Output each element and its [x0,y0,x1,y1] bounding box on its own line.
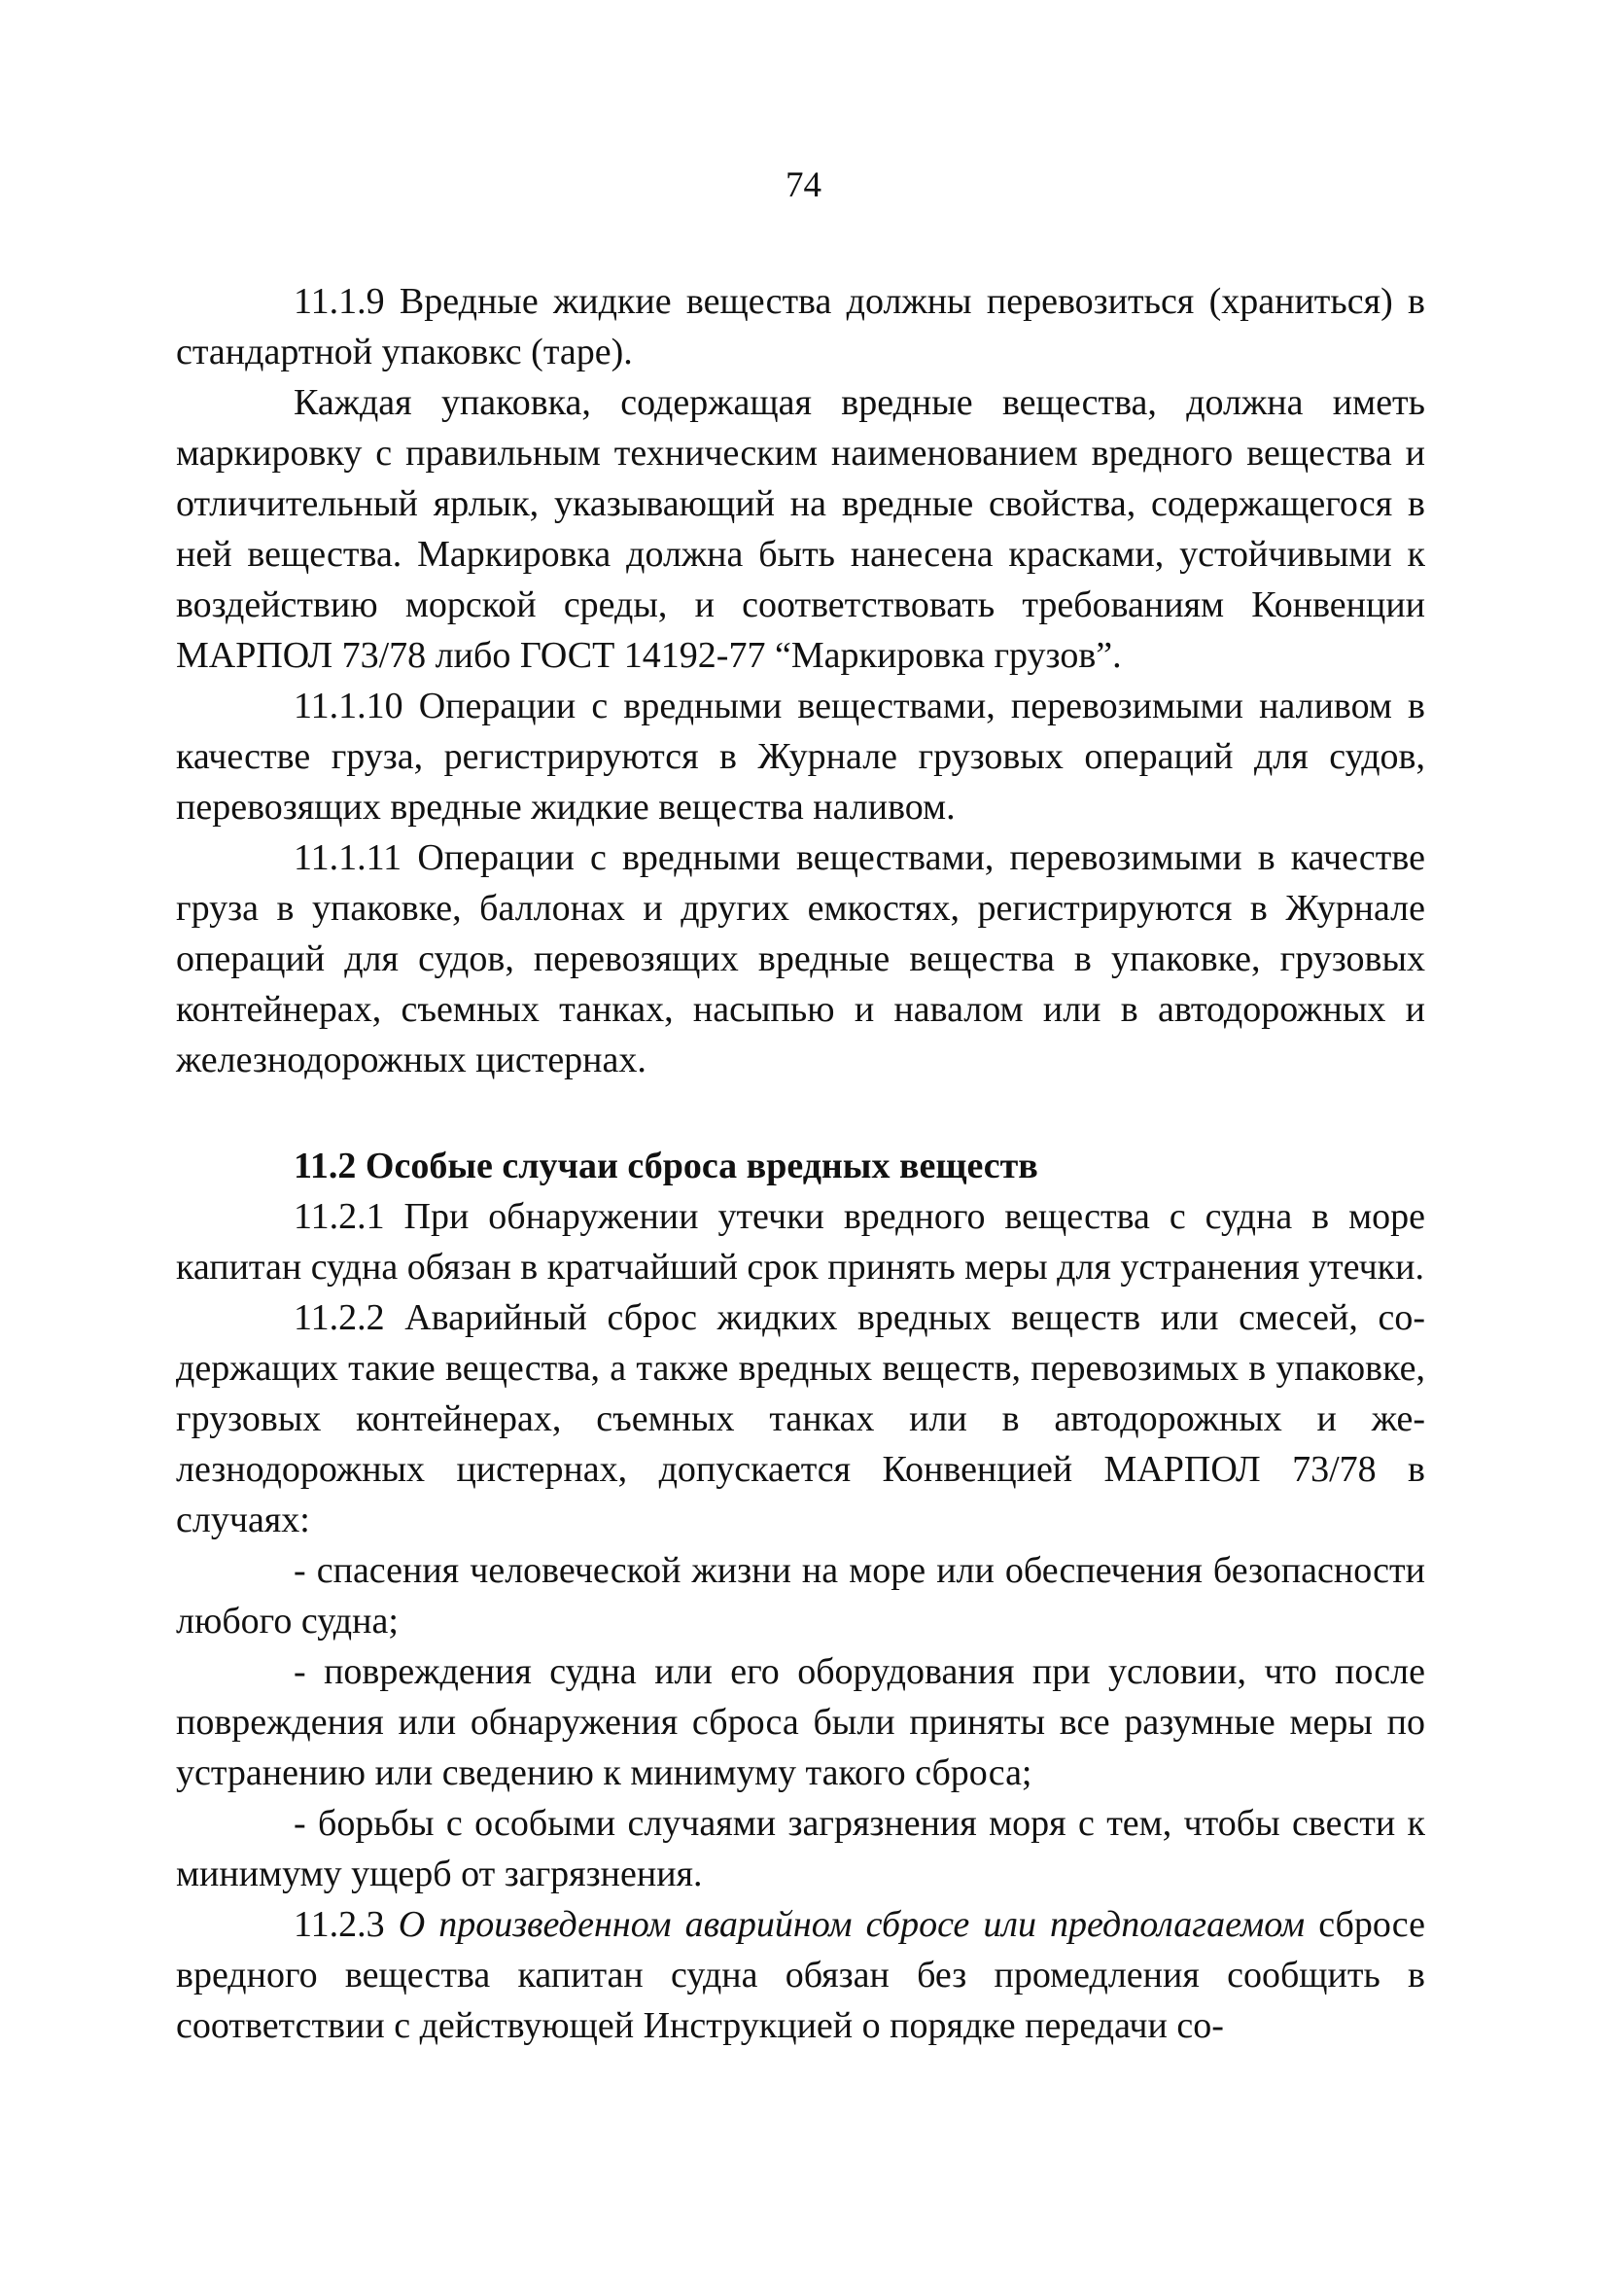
bullet-item-save-life: - спасения человеческой жизни на море или обеспечения безопасности любого судна; [176,1550,1425,1642]
paragraph-continuation: сбросе вредного вещества капитан судна обязан без промедления сообщить в соответствии с действующей Инструкцией о порядке передачи со- [176,1904,1425,2046]
bullet-item-ship-damage: - повреждения судна или его оборудования при условии, что после повреждения или обнаружения сброса были приняты все разумные меры по устранению или сведению к минимуму такого сброса; [176,1651,1425,1793]
bullet-item-pollution-control: - борьбы с особыми случаями загрязнения моря с тем, чтобы свести к минимуму ущерб от загрязнения. [176,1803,1425,1894]
paragraph-11-1-11: 11.1.11 Операции с вредными веществами, перевозимыми в качестве груза в упаковке, баллонах и других емкостях, регистрируются в Журнале операций для судов, перевозящих вредные вещества в упаковке, грузовых контейнерах, съемных танках, насыпью и навалом или в автодорожных и железнодорожных цистернах. [176,837,1425,1080]
paragraph-11-1-9: 11.1.9 Вредные жидкие вещества должны перевозиться (храниться) в стандартной упаковкс (таре). [176,281,1425,372]
paragraph-11-2-3 [176,1899,1425,2051]
paragraph-packaging-marking: Каждая упаковка, содержащая вредные вещества, должна иметь маркировку с правильным техническим наименованием вредного вещества и отличительный ярлык, указывающий на вредные свойства, содержащегося в ней вещества. Маркировка должна быть нанесена красками, устойчивыми к воздействию морской среды, и соответствовать требованиям Конвенции МАРПОЛ 73/78 либо ГОСТ 14192-77 “Маркировка грузов”. [176,382,1425,676]
paragraph-11-1-10: 11.1.10 Операции с вредными веществами, перевозимыми наливом в качестве груза, регистрируются в Журнале грузовых операций для судов, перевозящих вредные жидкие вещества наливом. [176,686,1425,828]
section-heading-11-2: 11.2 Особые случаи сброса вредных веществ [294,1146,1038,1186]
page-number: 74 [786,165,821,205]
paragraph-11-2-2: 11.2.2 Аварийный сброс жидких вредных веществ или смесей, содержащих такие вещества, а также вредных веществ, перевозимых в упаковке, грузовых контейнерах, съемных танках или в автодорожных и железнодорожных цистернах, допускается Конвенцией МАРПОЛ 73/78 в случаях: [176,1297,1425,1540]
paragraph-11-2-1: 11.2.1 При обнаружении утечки вредного вещества с судна в море капитан судна обязан в кратчайший срок принять меры для устранения утечки. [176,1196,1425,1288]
clause-number: 11.2.3 [294,1904,385,1945]
italic-phrase: О произведенном аварийном сбросе или предполагаемом [398,1904,1306,1945]
page-body [176,276,1425,2051]
